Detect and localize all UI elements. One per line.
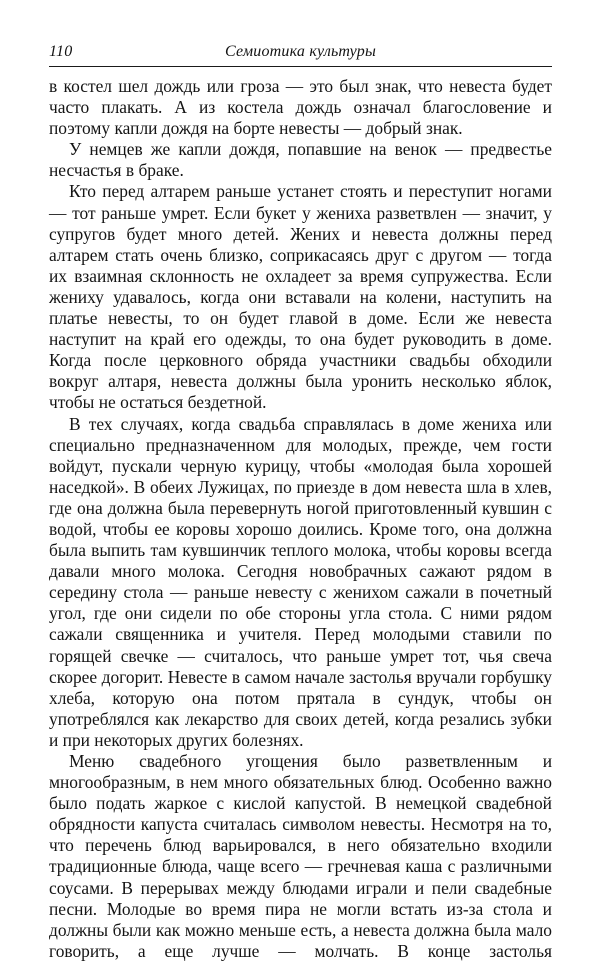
running-title: Семиотика культуры: [224, 43, 377, 60]
page-number: 110: [49, 43, 73, 60]
header-rule: [49, 66, 552, 67]
paragraph-4: В тех случаях, когда свадьба справлялась в доме жениха или специально предназначенном для молодых, прежде, чем гости войдут, пускали черную курицу, чтобы «молодая была хорошей наседкой». В обеих Лужицах, по приезде в дом невеста шла в хлев, где она должна была перевернуть ногой приготовленный кувшин с водой, чтобы ее коровы хорошо доились. Кроме того, она должна была выпить там кувшинчик теплого молока, чтобы коровы всегда давали много молока. Сегодня новобрачных сажают рядом в середину стола — раньше невесту с женихом сажали в почетный угол, где они сидели по обе стороны угла стола. С ними рядом сажали священника и учителя. Перед молодыми ставили по горящей свечке — считалось, что раньше умрет тот, чья свеча скорее догорит. Невесте в самом начале застолья вручали горбушку хлеба, которую она потом прятала в сундук, чтобы он употреблялся как лекарство для своих детей, когда резались зубки и при некоторых других болезнях.: [49, 413, 552, 750]
book-page: [49, 0, 552, 961]
paragraph-5: Меню свадебного угощения было разветвленным и многообразным, в нем много обязательных блюд. Особенно важно было подать жаркое с кислой капустой. В немецкой свадебной обрядности капуста считалась символом невесты. Несмотря на то, что перечень блюд варьировался, в него обязательно входили традиционные блюда, чаще всего — гречневая каша с различными соусами. В перерывах между блюдами играли и пели свадебные песни. Молодые во время пира не могли встать из-за стола и должны были как можно меньше есть, а невеста должна была мало говорить, а еще лучше — молчать. В конце застолья: [49, 751, 552, 961]
paragraph-1: в костел шел дождь или гроза — это был знак, что невеста будет часто плакать. А из костела дождь означал благословение и поэтому капли дождя на борте невесты — добрый знак.: [49, 76, 552, 139]
running-head: [49, 43, 552, 63]
paragraph-3: Кто перед алтарем раньше устанет стоять и переступит ногами — тот раньше умрет. Если букет у жениха разветвлен — значит, у супругов будет много детей. Жених и невеста должны перед алтарем стать очень близко, соприкасаясь друг с другом — тогда их взаимная склонность не охладеет за время супружества. Если жениху удавалось, когда они вставали на колени, наступить на платье невесты, то он будет главой в доме. Если же невеста наступит на край его одежды, то она будет руководить в доме. Когда после церковного обряда участники свадьбы обходили вокруг алтаря, невеста должны была уронить несколько яблок, чтобы не остаться бездетной.: [49, 181, 552, 413]
body-text: [49, 76, 552, 962]
paragraph-2: У немцев же капли дождя, попавшие на венок — предвестье несчастья в браке.: [49, 139, 552, 181]
